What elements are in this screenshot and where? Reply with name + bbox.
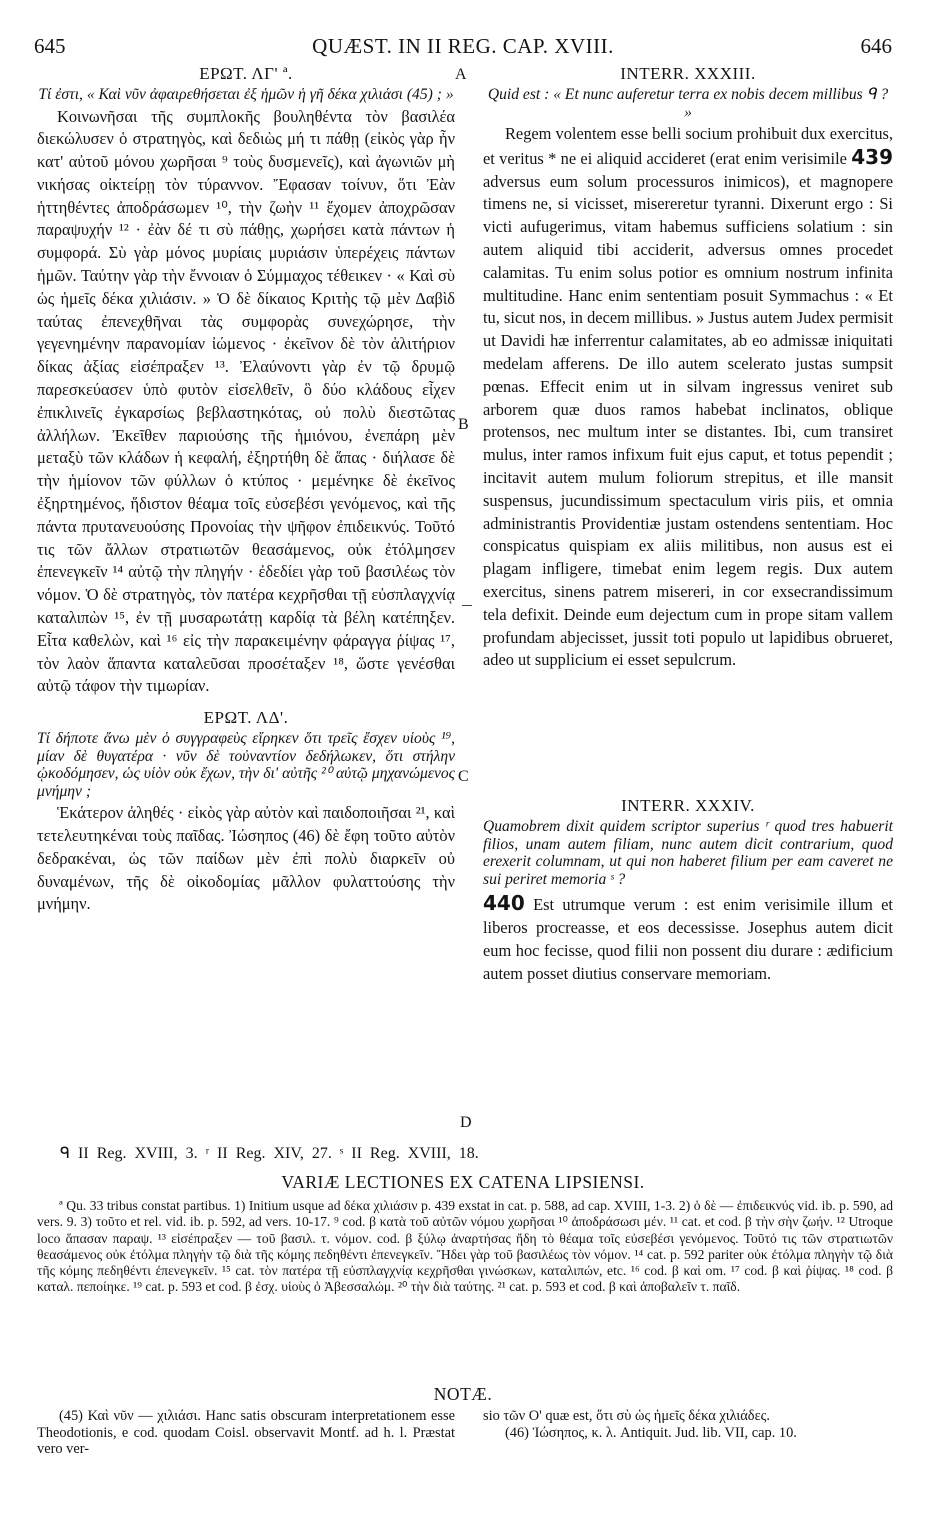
latin-body-q33 (483, 123, 893, 672)
note-45-continued: sio τῶν Ο' quæ est, ὅτι σὺ ὡς ἡμεῖς δέκα χιλιάδες. (483, 1408, 770, 1424)
page-number-left: 645 (34, 34, 66, 58)
page-number-right: 646 (860, 34, 892, 58)
variae-heading: VARIÆ LECTIONES EX CATENA LIPSIENSI. (281, 1172, 645, 1192)
column-number-439: 439 (851, 144, 893, 169)
greek-question-q33: Τί ἐστι, « Καὶ νῦν ἀφαιρεθήσεται ἐξ ἡμῶν ἡ γῆ δέκα χιλιάσι (45) ; » (38, 86, 454, 103)
latin-heading-q33: INTERR. XXXIII. (620, 64, 756, 83)
scripture-references: ᑫ II Reg. XVIII, 3. ʳ II Reg. XIV, 27. ˢ II Reg. XVIII, 18. (60, 1145, 479, 1162)
margin-letter-c: C (458, 768, 469, 785)
greek-question-q34: Τί δήποτε ἄνω μὲν ὁ συγγραφεὺς εἴρηκεν ὅτι τρεῖς ἔσχεν υἱοὺς ¹⁹, μίαν δὲ θυγατέρα · νῦν δὲ τοὐναντίον δεδήλωκεν, ὅτι στήλην ᾠκοδόμησεν, ὡς υἱὸν οὐκ ἔχων, τὴν δι' αὐτῆς ²⁰ αὐτῷ μηχανώμενος μνήμην ; (37, 730, 455, 800)
latin-column (483, 64, 893, 985)
notae-heading: NOTÆ. (433, 1384, 493, 1404)
latin-body-q33-start: Regem volentem esse belli socium prohibuit dux exercitus, et veritus * ne ei aliquid accideret (erat enim verisimile (483, 124, 893, 168)
latin-question-q33: Quid est : « Et nunc auferetur terra ex nobis decem millibus ᑫ ? » (487, 86, 889, 121)
notes-left (37, 1408, 455, 1458)
latin-question-q34: Quamobrem dixit quidem scriptor superius ʳ quod tres habuerit filios, unam autem filiam, nunc autem dicit contrarium, quod erexerit columnam, ut qui non haberet filium per eam caveret ne sui periret memoria ˢ ? (483, 818, 893, 888)
variae-lectiones (37, 1198, 893, 1296)
latin-heading-q34: INTERR. XXXIV. (621, 796, 755, 816)
greek-body-q34: Ἑκάτερον ἀληθές · εἰκὸς γὰρ αὐτὸν καὶ παιδοποιῆσαι ²¹, καὶ τετελευτηκέναι τοὺς παῖδας. Ἰώσηπος (46) δὲ ἔφη τοῦτο αὐτὸν δεδρακέναι, ὡς τῶν παίδων μὲν ἐπὶ πολὺ διαρκεῖν οὐ δυναμένων, τῆς δὲ οἰκοδομίας μᾶλλον φυλαττούσης τὴν μνήμην. (37, 803, 455, 914)
greek-heading-q34: ΕΡΩΤ. ΛΔ'. (203, 708, 289, 728)
margin-letter-b: B (458, 416, 469, 433)
note-46: (46) Ἰώσηπος, κ. λ. Antiquit. Jud. lib. VII, cap. 10. (505, 1424, 797, 1441)
margin-letter-a: A (455, 66, 467, 83)
latin-body-q33-rest: adversus eum solum processuros inimicos), et magnopere timens ne, si vicisset, misereretur tyranni. Dixerunt ergo : Si victi aufugerimus, vitam habemus sufficiens solatium : sin autem aliquid tibi acciderit, adversus omnes procedet calamitas. Tu enim solus potior es omnium nostrum infinita multitudine. Hanc enim sententiam posuit Symmachus : « Et tu, sicut nos, in decem millibus. » Justus autem Judex permisit ut Davidi hæ inferrentur calamitates, ab eo admissæ iniquitati medelam afferens. De illo autem scelerato justas sumpsit pœnas. Effecit enim ut in silvam ingressus veniret sub arborem quæ duos ramos habebat inclinatos, oblique protensos, nec multum inter se distantes. Ibi, cum transiret mulus, inter ramos infixum fuit ejus caput, et totus pependit ; incitavit autem mulum foliorum strepitus, et ille mansit suspensus, jucundissimum spectaculum viris piis, et omnia administrantis Providentiæ justam ostendens sententiam. Hoc conspicatus quispiam ex aliis militibus, non ausus est ei plagam infligere, timebat enim legem regis. Dux autem exercitus, sinens patrem misereri, in cor exsecrandissimum tela defixit. Deinde eum dejectum cum in prope sitam vallem profundam abjecisset, jussit toti populo ut lapidibus obrueret, adeo ut supplicium ei esset sepulcrum. (483, 171, 893, 670)
margin-dash (462, 605, 472, 606)
margin-letter-d: D (460, 1114, 472, 1131)
running-header (34, 34, 892, 60)
greek-heading-q33: ΕΡΩΤ. ΛΓ' ª. (199, 64, 293, 83)
running-title: QUÆST. IN II REG. CAP. XVIII. (312, 34, 614, 58)
notes-right (483, 1408, 893, 1441)
greek-body-q33: Κοινωνῆσαι τῆς συμπλοκῆς βουληθέντα τὸν βασιλέα διεκώλυσεν ὁ στρατηγὸς, καὶ δεδιὼς μή τι πάθῃ (εἰκὸς γὰρ ἦν κατ' αὐτοῦ μόνου χωρῆσαι ⁹ τοὺς δυσμενεῖς), καὶ ἀγωνιῶν μὴ νικήσας οἰκτείρῃ τὸν τύραννον. Ἔφασαν τοίνυν, ὅτι Ἐὰν ἡττηθέντες ἀποδράσωμεν ¹⁰, τὴν ζωὴν ¹¹ ἔχομεν ἀποχρῶσαν παραψυχήν ¹² · ἐὰν δέ τι σὺ πάθῃς, χωρήσει κατὰ πάντων ἡ συμφορά. Σὺ γὰρ μόνος μυρίαις μυριάσιν ὑπερέχεις πάντων ἡμῶν. Ταύτην γὰρ τὴν ἔννοιαν ὁ Σύμμαχος τέθεικεν · « Καὶ σὺ ὡς ἡμεῖς δέκα χιλιάσιν. » Ὁ δὲ δίκαιος Κριτὴς τῷ μὲν Δαβὶδ ταύτας ἐπενεχθῆναι τὰς συμφορὰς συνεχώρησε, τὴν γεγενημένην παρανομίαν ἰώμενος · ἐκεῖνον δὲ τὸν ἀλιτήριον δίκας ἀξίας εἰσέπραξεν ¹³. Ἐλαύνοντι γὰρ ἐν τῷ δρυμῷ παρεσκεύασεν ὑπὸ φυτὸν εἰσελθεῖν, ὃ δύο κλάδους εἶχεν ἐπικλινεῖς ἐγκαρσίως βεβλαστηκότας, οὐ πολὺ διεστῶτας ἀλλήλων. Ἐκεῖθεν παριούσης τῆς ἡμιόνου, ἐνεπάρη μὲν μεταξὺ τῶν κλάδων ἡ κεφαλή, ἐξηρτήθη δὲ ἅπας · διήλασε δὲ τὴν ἡμίονον τῶν φύλλων ὁ κτύπος · μεμένηκε δὲ ἐκεῖνος ἐξηρτημένος, ἥδιστον θέαμα τοῖς εὐσεβέσι γενόμενος, καὶ τῆς πάντα πρυτανευούσης Προνοίας τὴν ψῆφον ἐπιδεικνύς. Τοῦτό τις τῶν ἄλλων στρατιωτῶν θεασάμενος, οὐκ ἐτόλμησεν ἐπενεγκεῖν ¹⁴ αὐτῷ τὴν πληγήν · ἐδεδίει γὰρ τοῦ βασιλέως τὸν νόμον. Ὁ δὲ στρατηγὸς, τὸν πατέρα κεχρῆσθαι τῇ εὐσπλαγχνίᾳ καταλιπὼν ¹⁵, ἐν τῇ μυσαρωτάτῃ καρδίᾳ τὰ βέλη κατέπηξεν. Εἶτα καθελὼν, καὶ ¹⁶ εἰς τὴν παρακειμένην φάραγγα ῥίψας ¹⁷, τὸν λαὸν ἅπαντα καταλεῦσαι προσέταξεν ¹⁸, ὥστε γενέσθαι αὐτῷ τάφον τὴν τιμωρίαν. (37, 106, 455, 696)
variae-text: ª Qu. 33 tribus constat partibus. 1) Initium usque ad δέκα χιλιάσιν p. 439 exstat in cat. p. 588, ad cap. XVIII, 1-3. 2) ὁ δὲ — ἐπιδεικνύς vid. ib. p. 590, ad vers. 9. 3) τοῦτο et rel. vid. ib. p. 592, ad vers. 10-17. ⁹ cod. β κατὰ τοῦ αὐτῶν νόμου χωρῆσαι ¹⁰ ἀποδράσωσι μέν. ¹¹ cat. et cod. β τὴν σὴν ζωήν. ¹² Utroque loco ἅπασαν παραψ. ¹³ εἰσέπραξεν — τοῦ βασιλ. τ. νόμον. cod. β ξύλῳ ἀναρτήσας ἤδη τὸ θέαμα τοῖς εὐσεβέσι γενόμενος. Τοῦτό τις τῶν στρατιωτῶν θεασάμενος οὐκ ἐτόλμα πληγὴν τῷ διὰ τῆς κόμης πεδηθέντι ἐπενεγκεῖν. Ἤδει γὰρ τοῦ βασιλέως τὸν νόμον. ¹⁴ cat. p. 592 pariter οὐκ ἐτόλμα πληγὴν τῷ διὰ τῆς κόμης πεδηθέντι ἐπενεγκεῖν. ¹⁵ cat. τὸν πατέρα τῇ εὐσπλαγχνίᾳ κεχρῆσθαι γινώσκων, καταλιπών, etc. ¹⁶ cod. β καὶ om. ¹⁷ cod. β καὶ ῥίψας. ¹⁸ cod. β καταλ. πεποίηκε. ¹⁹ cat. p. 593 et cod. β ἐσχ. υἱοὺς ὁ Ἀβεσσαλώμ. ²⁰ τὴν διὰ ταύτης. ²¹ cat. p. 593 et cod. β καὶ ἀποβαλεῖν τ. παῖδ. (37, 1198, 893, 1295)
column-number-440: 440 (483, 891, 525, 916)
latin-body-q34-text: Est utrumque verum : est enim verisimile illum et liberos procreasse, et eos decessisse. Josephus autem dicit eum hoc fecisse, quod filii non possent diu durare : ædificium autem posset diutius conservare memoriam. (483, 895, 893, 983)
greek-column (37, 64, 455, 916)
latin-body-q34 (483, 892, 893, 985)
note-45: (45) Καὶ νῦν — χιλιάσι. Hanc satis obscuram interpretationem esse Theodotionis, e cod. quodam Coisl. observavit Montf. ad h. l. Præstat vero ver- (37, 1408, 455, 1457)
